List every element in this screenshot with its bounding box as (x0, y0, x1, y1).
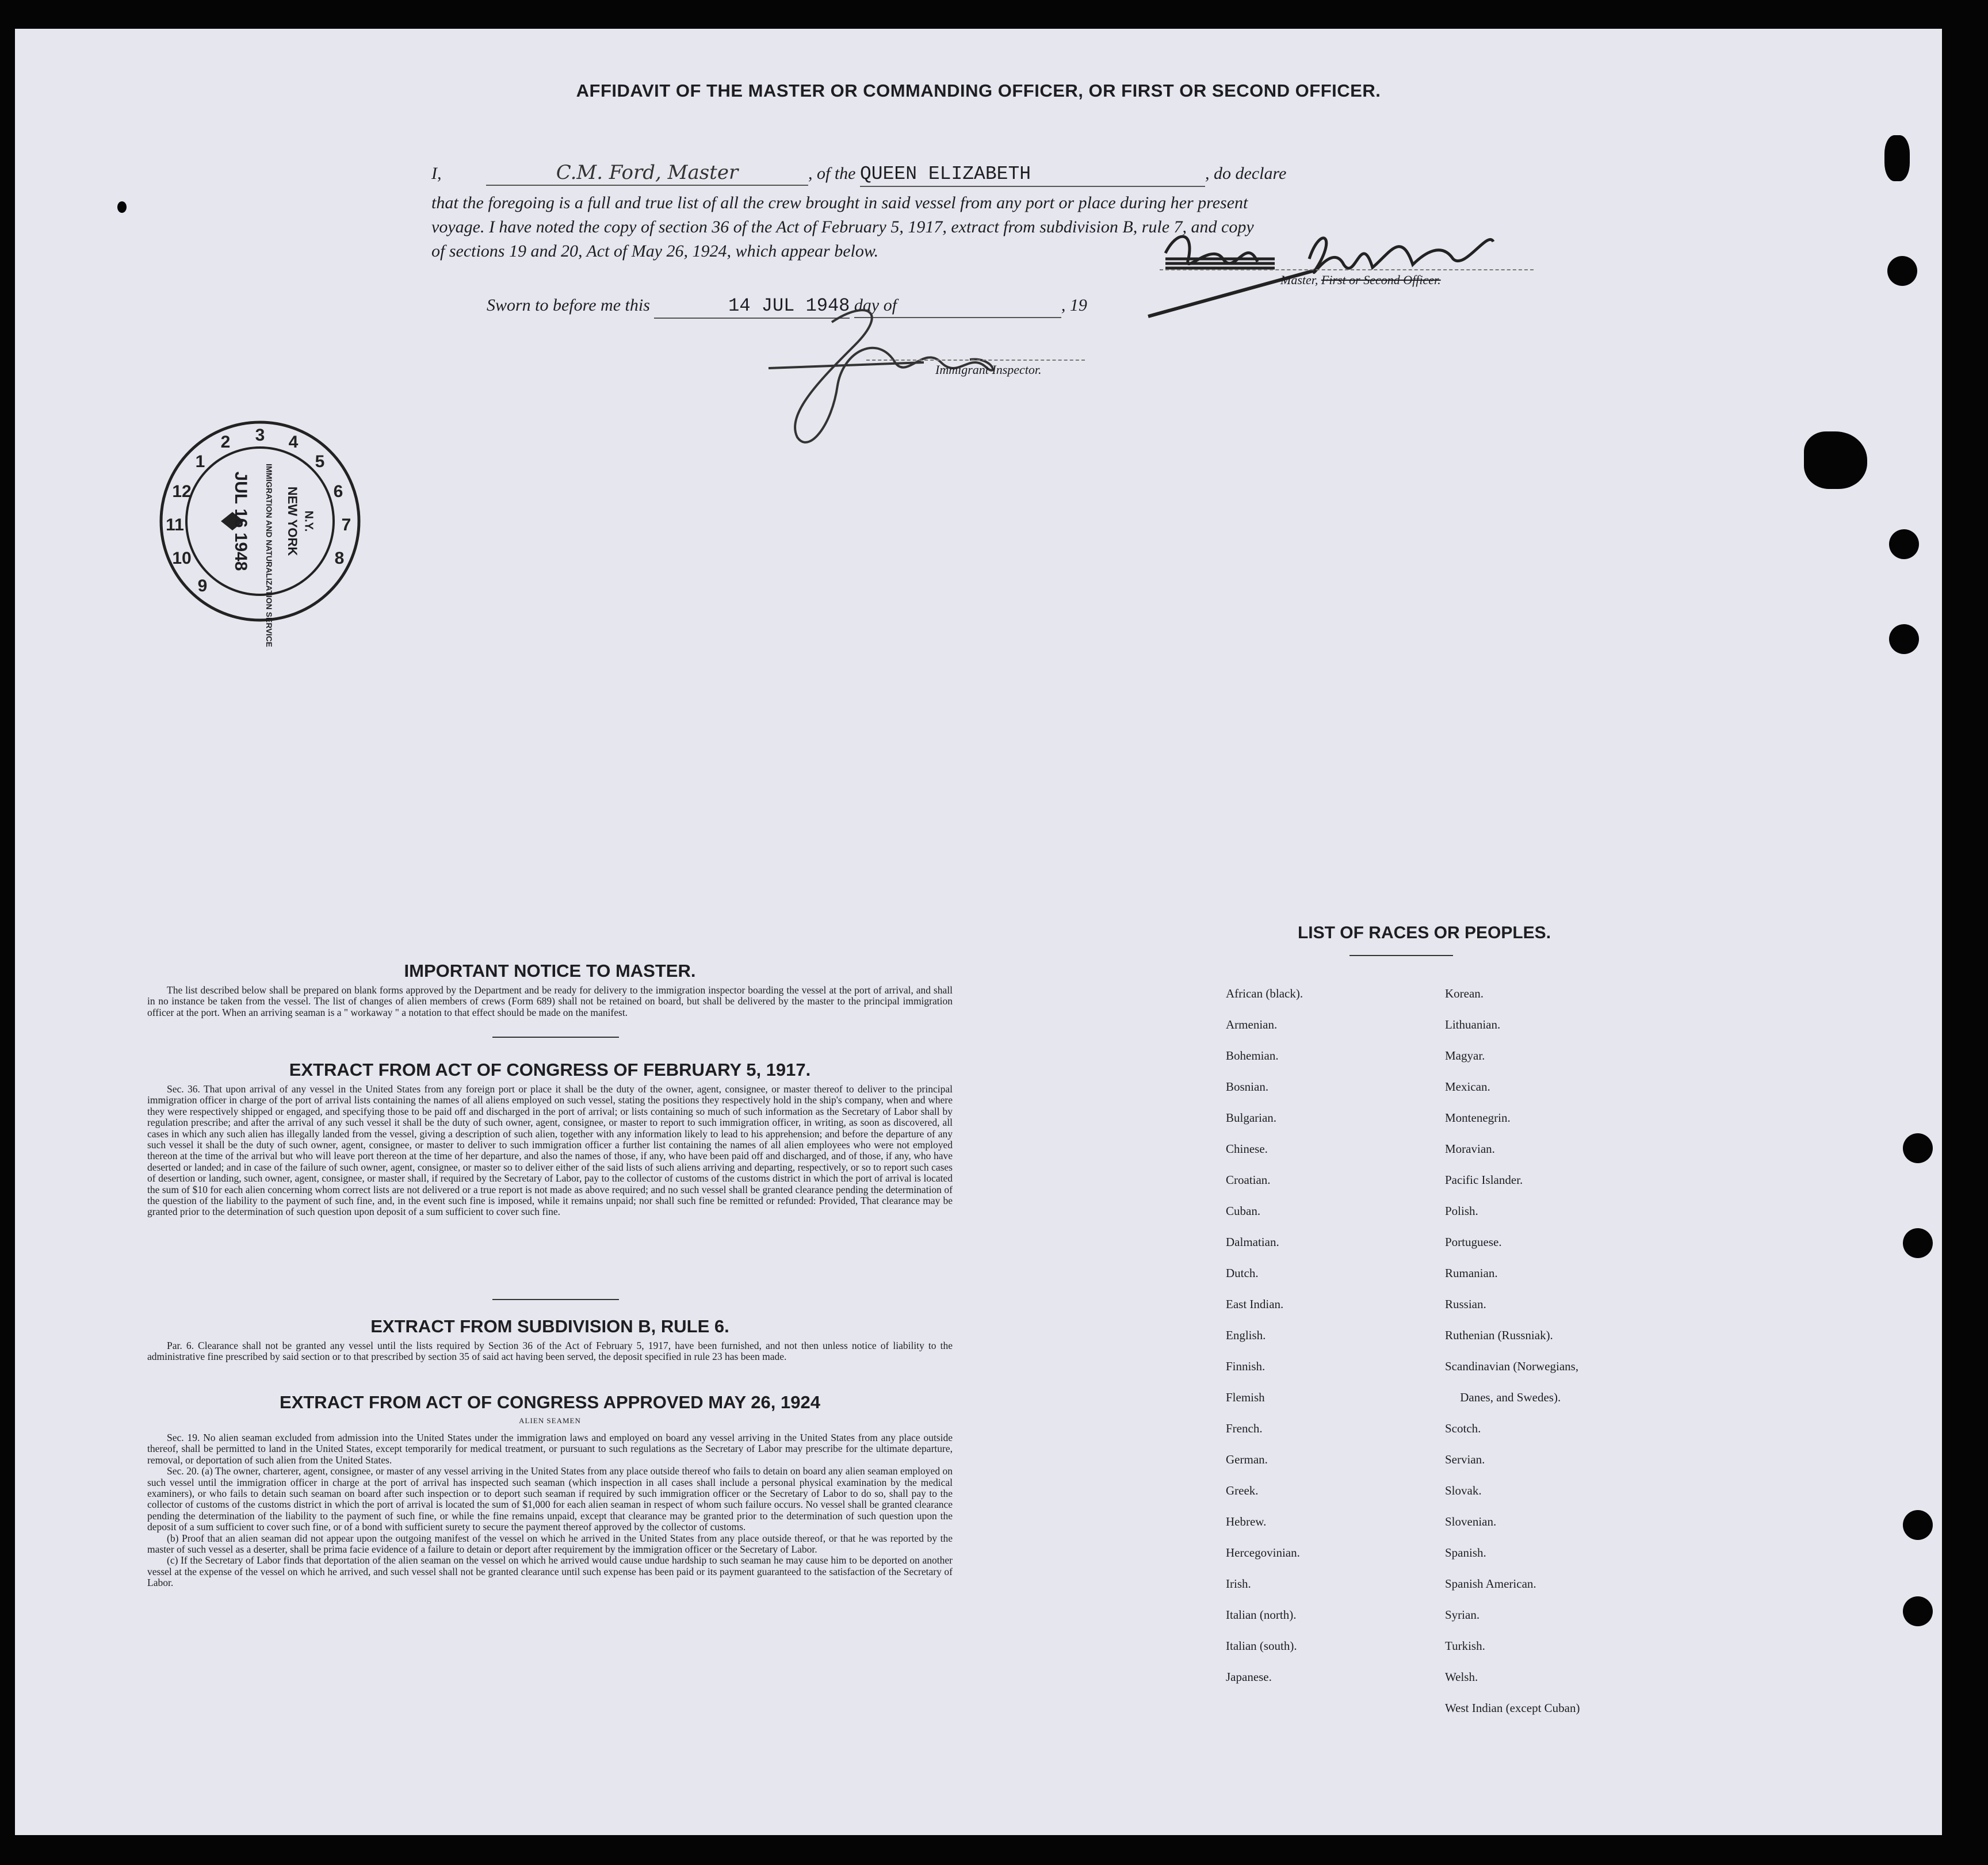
race-item: Spanish. (1445, 1546, 1486, 1560)
inspector-line (866, 360, 1085, 361)
race-item: Bosnian. (1226, 1080, 1269, 1094)
binder-hole (1889, 624, 1919, 654)
notice-paragraph: The list described below shall be prepared on blank forms approved by the Department and be ready for delivery to the immigration inspector boarding the vessel at the port of arrival, and shall in no instance be taken from the vessel. The list of changes of alien members of crews (Form 689) shall not be retained on board, but shall be delivered by the master to the principal immigration officer at the port. When an arriving seaman is a " workaway " a notation to that effect should be made on the manifest. (147, 984, 953, 1018)
day-of-label: day of (854, 296, 897, 315)
svg-text:1: 1 (195, 452, 205, 471)
race-item: Pacific Islander. (1445, 1173, 1523, 1187)
svg-text:12: 12 (172, 482, 192, 501)
svg-text:9: 9 (197, 576, 208, 595)
svg-text:2: 2 (220, 433, 231, 452)
race-item: Slovak. (1445, 1484, 1482, 1497)
race-item: Spanish American. (1445, 1577, 1536, 1591)
stamp-state: N.Y. (302, 510, 315, 532)
signatory-struck: First or Second Officer. (1321, 273, 1441, 287)
master-signature (1142, 219, 1516, 322)
divider-1 (492, 1037, 619, 1038)
sworn-label: Sworn to before me this (487, 296, 650, 315)
race-item: Korean. (1445, 987, 1484, 1000)
document-page (15, 29, 1942, 1835)
race-item: French. (1226, 1421, 1263, 1435)
vessel-name: QUEEN ELIZABETH (860, 162, 1205, 187)
races-title: LIST OF RACES OR PEOPLES. (1297, 923, 1551, 942)
binder-hole (1887, 256, 1917, 286)
svg-text:8: 8 (334, 549, 345, 568)
signature-line (1160, 269, 1534, 270)
race-item: Cuban. (1226, 1204, 1261, 1218)
race-item: African (black). (1226, 987, 1303, 1000)
races-divider (1349, 955, 1453, 956)
race-item: Chinese. (1226, 1142, 1268, 1156)
race-item: Bulgarian. (1226, 1111, 1277, 1125)
sec20a-paragraph: Sec. 20. (a) The owner, charterer, agent, consignee, or master of any vessel arriving in the United States from any place outside thereof who fails to detain on board any alien seaman employed on such vessel until the immigration officer in charge at the port of arrival has inspected such seaman (which inspection in all cases shall include a personal physical examination by the medical examiners), or who fails to detain such seaman on board after such inspection or to deport such seaman if required by such immigration officer or the Secretary of Labor to do so, shall pay to the collector of customs of the customs district in which the port of arrival is located the sum of $1,000 for each alien seaman in respect of whom such failure occurs. No vessel shall be granted clearance pending the determination of the liability to the payment of such fine, or while the fine remains unpaid, except that clearance may be granted prior to the determination of such question upon the deposit of a sum sufficient to cover such fine, or of a bond with sufficient surety to secure the payment thereof approved by the collector of customs. (147, 1465, 953, 1533)
sec20b-paragraph: (b) Proof that an alien seaman did not appear upon the outgoing manifest of the vessel on which he arrived in the United States from any place outside thereof, or that he was reported by the master of such vessel as a deserter, shall be prima facie evidence of a failure to detain or deport after requirement by the immigration officer or the Secretary of Labor. (147, 1532, 953, 1556)
extract-1924-title: EXTRACT FROM ACT OF CONGRESS APPROVED MAY 26, 1924 (280, 1392, 820, 1412)
ink-spot (117, 201, 127, 213)
sec20c-paragraph: (c) If the Secretary of Labor finds that deportation of the alien seaman on the vessel on which he arrived would cause undue hardship to such seaman he may cause him to be deported on another vessel at the expense of the vessel on which he arrived, and such vessel shall not be granted clearance until such expense has been paid or its payment guaranteed to the satisfaction of the Secretary of Labor. (147, 1554, 953, 1589)
race-item: English. (1226, 1328, 1266, 1342)
stamp-agency: IMMIGRATION AND NATURALIZATION SERVICE (265, 464, 274, 647)
race-item: Irish. (1226, 1577, 1251, 1591)
extract-subdiv-b-paragraph: Par. 6. Clearance shall not be granted any vessel until the lists required by Section 36 of the Act of February 5, 1917, have been furnished, and not then unless notice of liability to the administrative fine prescribed by said section or to that prescribed by section 35 of said act having been served, the deposit specified in rule 23 has been made. (147, 1340, 953, 1363)
extract-1924-body (147, 1432, 953, 1589)
divider-2 (492, 1299, 619, 1300)
svg-text:3: 3 (255, 426, 265, 445)
notice-title: IMPORTANT NOTICE TO MASTER. (404, 961, 696, 981)
race-item: West Indian (except Cuban) (1445, 1701, 1580, 1715)
binder-hole (1903, 1133, 1933, 1163)
race-item: Hercegovinian. (1226, 1546, 1300, 1560)
race-item: Scotch. (1445, 1421, 1481, 1435)
affidavit-title: AFFIDAVIT OF THE MASTER OR COMMANDING OFFICER, OR FIRST OR SECOND OFFICER. (576, 81, 1381, 101)
race-item: Welsh. (1445, 1670, 1478, 1684)
svg-text:4: 4 (288, 433, 299, 452)
race-item: Magyar. (1445, 1049, 1485, 1063)
races-left-column (1226, 978, 1433, 1692)
race-item: Syrian. (1445, 1608, 1480, 1622)
binder-hole (1889, 529, 1919, 559)
immigration-stamp (156, 418, 364, 647)
binder-hole (1903, 1510, 1933, 1540)
affidavit-line-1 (431, 161, 1536, 187)
race-item: Dutch. (1226, 1266, 1259, 1280)
race-item: Italian (north). (1226, 1608, 1297, 1622)
race-item: Portuguese. (1445, 1235, 1502, 1249)
svg-text:7: 7 (341, 515, 351, 534)
extract-subdiv-b-body (147, 1340, 953, 1363)
race-item: Lithuanian. (1445, 1018, 1501, 1031)
signatory-master: Master, (1280, 273, 1318, 287)
race-item: Montenegrin. (1445, 1111, 1511, 1125)
year-label: , 19 (1061, 296, 1087, 315)
svg-text:11: 11 (166, 515, 184, 534)
extract-1917-paragraph: Sec. 36. That upon arrival of any vessel in the United States from any foreign port or place it shall be the duty of the owner, agent, consignee, or master thereof to deliver to the principal immigration officer in charge of the port of arrival lists containing the names of all aliens employed on such vessel, stating the positions they respectively hold in the ship's company, when and where they were respectively shipped or engaged, and specifying those to be paid off and discharged in the port of arrival; or lists containing so much of such information as the Secretary of Labor shall by regulation prescribe; and after the arrival of any such vessel it shall be the duty of such owner, agent, consignee, or master to report to such immigration officer, in writing, as soon as discovered, all cases in which any such alien has illegally landed from the vessel, giving a description of such alien, together with any information likely to lead to his apprehension; and before the departure of any such vessel it shall be the duty of such owner, agent, consignee, or master to deliver to such immigration officer a further list containing the names of all alien employees who were not employed thereon at the time of the arrival but who will leave port thereon at the time of her departure, and also the names of those, if any, who have been paid off and discharged, and of those, if any, who have deserted or landed; and in case of the failure of such owner, agent, consignee, or master so to deliver either of the said lists of such aliens arriving and departing, respectively, or so to report such cases of desertion or landing, such owner, agent, consignee, or master shall, if required by the Secretary of Labor, pay to the collector of customs of the customs district in which the port of arrival is located the sum of $10 for each alien concerning whom correct lists are not delivered or a true report is not made as above required; and no such vessel shall be granted clearance pending the determination of the question of the liability to the payment of such fine, and, in the event such fine is imposed, while it remains unpaid; nor shall such fine be remitted or refunded: Provided, That clearance may be granted prior to the determination of such question upon deposit of a sum sufficient to cover such fine. (147, 1083, 953, 1218)
race-item: Scandinavian (Norwegians, Danes, and Swedes). (1445, 1359, 1579, 1404)
notice-body (147, 985, 953, 1018)
binder-hole (1903, 1596, 1933, 1626)
race-item: Servian. (1445, 1453, 1485, 1466)
affidavit-line-3: voyage. I have noted the copy of section 36 of the Act of February 5, 1917, extract from subdivision B, rule 7, and copy (431, 217, 1254, 236)
race-item: Ruthenian (Russniak). (1445, 1328, 1553, 1342)
race-item: Turkish. (1445, 1639, 1485, 1653)
affidavit-line-4: of sections 19 and 20, Act of May 26, 1924, which appear below. (431, 242, 879, 261)
extract-1917-body (147, 1084, 953, 1218)
signatory-label (1280, 273, 1441, 288)
i-label: I, (431, 164, 442, 183)
race-item: Moravian. (1445, 1142, 1495, 1156)
race-item: Hebrew. (1226, 1515, 1267, 1528)
race-item: Armenian. (1226, 1018, 1278, 1031)
race-item: Polish. (1445, 1204, 1478, 1218)
race-item: Italian (south). (1226, 1639, 1297, 1653)
extract-1917-title: EXTRACT FROM ACT OF CONGRESS OF FEBRUARY 5, 1917. (289, 1060, 811, 1080)
svg-text:5: 5 (315, 452, 325, 471)
race-item: German. (1226, 1453, 1268, 1466)
declare-label: , do declare (1205, 164, 1287, 183)
signature-scribble (1142, 219, 1516, 322)
race-item: Bohemian. (1226, 1049, 1279, 1063)
race-item: Dalmatian. (1226, 1235, 1279, 1249)
stamp-ring (156, 418, 364, 647)
sworn-date: 14 JUL 1948 (654, 294, 850, 319)
race-item: Rumanian. (1445, 1266, 1498, 1280)
extract-1924-subtitle: ALIEN SEAMEN (519, 1416, 581, 1425)
svg-text:10: 10 (172, 549, 192, 568)
svg-text:6: 6 (333, 482, 343, 501)
race-item: Russian. (1445, 1297, 1486, 1311)
inspector-signature (751, 299, 1050, 460)
race-item: Greek. (1226, 1484, 1259, 1497)
inspector-label: Immigrant Inspector. (935, 362, 1042, 377)
stamp-date: JUL 16 1948 (231, 471, 250, 571)
race-item: Flemish (1226, 1390, 1265, 1404)
race-item: Mexican. (1445, 1080, 1490, 1094)
race-item: Slovenian. (1445, 1515, 1497, 1528)
races-right-column (1445, 978, 1664, 1723)
affidavit-line-2: that the foregoing is a full and true list of all the crew brought in said vessel from any port or place during her present (431, 193, 1248, 212)
inspector-scribble (751, 299, 1050, 460)
tear-mark (1884, 135, 1910, 181)
master-name: C.M. Ford, Master (486, 161, 808, 186)
race-item: Japanese. (1226, 1670, 1272, 1684)
stamp-city: NEW YORK (285, 486, 300, 556)
of-the-label: , of the (808, 164, 856, 183)
tear-mark (1804, 431, 1867, 489)
race-item: Croatian. (1226, 1173, 1271, 1187)
race-item: East Indian. (1226, 1297, 1284, 1311)
race-item: Finnish. (1226, 1359, 1266, 1373)
sec19-paragraph: Sec. 19. No alien seaman excluded from admission into the United States under the immigration laws and employed on board any vessel arriving in the United States from any place outside thereof, shall be permitted to land in the United States, except temporarily for medical treatment, or pursuant to such regulations as the Secretary of Labor may prescribe for the ultimate departure, removal, or deportation of such alien from the United States. (147, 1432, 953, 1466)
binder-hole (1903, 1228, 1933, 1258)
extract-subdiv-b-title: EXTRACT FROM SUBDIVISION B, RULE 6. (370, 1316, 729, 1336)
